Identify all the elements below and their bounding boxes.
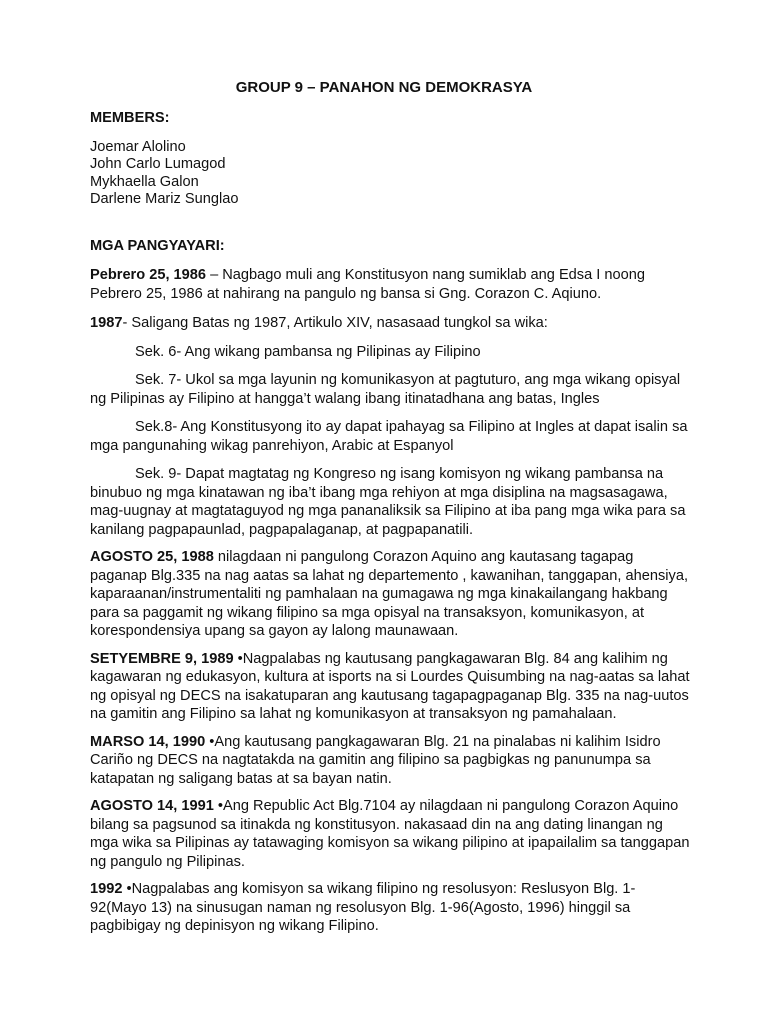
event-1988: [90, 548, 690, 641]
member-name: John Carlo Lumagod: [90, 156, 226, 172]
member-name: Mykhaella Galon: [90, 173, 199, 190]
event-date: AGOSTO 14, 1991: [90, 798, 214, 814]
event-text: - Saligang Batas ng 1987, Artikulo XIV, nasasaad tungkol sa wika:: [122, 315, 548, 331]
member-name: Darlene Mariz Sunglao: [90, 191, 239, 207]
event-text: •Ang Republic Act Blg.7104 ay nilagdaan ni pangulong Corazon Aquino bilang sa pagsunod sa itinakda ng konstitusyon. nakasaad din na ang dating linangan ng mga wika sa Pilipinas ay tatawaging komisyon sa wikang pilipino at ipapailalim sa tanggapan ng pangulo ng Pilipinas.: [90, 798, 690, 870]
event-text: – Nagbago muli ang Konstitusyon nang sumiklab ang Edsa I noong Pebrero 25, 1986 at nahirang na pangulo ng bansa si Gng. Corazon C. Aqiuno.: [90, 267, 645, 302]
event-date: 1987: [90, 315, 123, 331]
member-name: Joemar Alolino: [90, 138, 186, 155]
event-1992: [90, 880, 690, 936]
section-9: Sek. 9- Dapat magtatag ng Kongreso ng isang komisyon ng wikang pambansa na binubuo ng mga kinatawan ng iba’t ibang mga rehiyon at mga disiplina na magsasagawa, mag-uugnay at magtataguyod ng mga pananaliksik sa Filipino at iba pang mga wika para sa kanilang pagpapaunlad, pagpapalaganap, at pagpapanatili.: [90, 466, 686, 538]
document-body: [90, 107, 690, 936]
event-text: •Nagpalabas ng kautusang pangkagawaran Blg. 84 ang kalihim ng kagawaran ng edukasyon, kultura at isports na si Lourdes Quisumbing na nag-aatas sa lahat ng opisyal ng DECS na isakatuparan ang kautusang tagapagpaganap Blg. 335 na nag-uutos na gamitin ang Filipino sa lahat ng komunikasyon at transaksyon ng pamahalaan.: [90, 650, 690, 722]
event-date: Pebrero 25, 1986: [90, 267, 207, 283]
event-text: nilagdaan ni pangulong Corazon Aquino ang kautasang tagapag paganap Blg.335 na nag aatas sa lahat ng departemento , kawanihan, tanggapan, ahensiya, kaparaanan/instrumentaliti ng pamhalaan na gumagawa ng mga kinakailangang hakbang para sa paggamit ng wikang filipino sa mga opisyal na transaksyon, komunikasyon, at korespondensiya upang sa gayon ay lalong maunawaan.: [90, 549, 688, 639]
event-1989: [90, 650, 690, 724]
event-text: •Nagpalabas ang komisyon sa wikang filipino ng resolusyon: Reslusyon Blg. 1-92(Mayo 13) na sinusugan naman ng resolusyon Blg. 1-96(Agosto, 1996) hinggil sa pagbibigay ng depinisyon ng wikang Filipino.: [90, 881, 636, 934]
events-heading: MGA PANGYAYARI:: [90, 237, 225, 254]
event-1986: [90, 266, 690, 303]
event-text: •Ang kautusang pangkagawaran Blg. 21 na pinalabas ni kalihim Isidro Cariño ng DECS na nagtatakda na gamitin ang filipino sa pagbigkas ng panunumpa sa katapatan ng saligang batas at sa bayan natin.: [90, 733, 661, 787]
event-1991: [90, 797, 690, 871]
members-list: [90, 139, 690, 209]
section-6: Sek. 6- Ang wikang pambansa ng Pilipinas ay Filipino: [135, 343, 481, 360]
members-heading: MEMBERS:: [90, 110, 170, 126]
event-1987: [90, 314, 690, 333]
page-title: GROUP 9 – PANAHON NG DEMOKRASYA: [235, 79, 533, 96]
section-7: Sek. 7- Ukol sa mga layunin ng komunikasyon at pagtuturo, ang mga wikang opisyal ng Pilipinas ay Filipino at hangga’t walang ibang itinatadhana ang batas, Ingles: [90, 372, 681, 407]
event-date: MARSO 14, 1990: [90, 733, 206, 750]
section-8: Sek.8- Ang Konstitusyong ito ay dapat ipahayag sa Filipino at Ingles at dapat isalin sa mga pangunahing wikag panrehiyon, Arabic at Espanyol: [90, 419, 688, 454]
event-date: AGOSTO 25, 1988: [90, 549, 214, 565]
event-date: SETYEMBRE 9, 1989: [90, 650, 234, 667]
event-1990: [90, 733, 690, 789]
event-date: 1992: [90, 881, 123, 897]
